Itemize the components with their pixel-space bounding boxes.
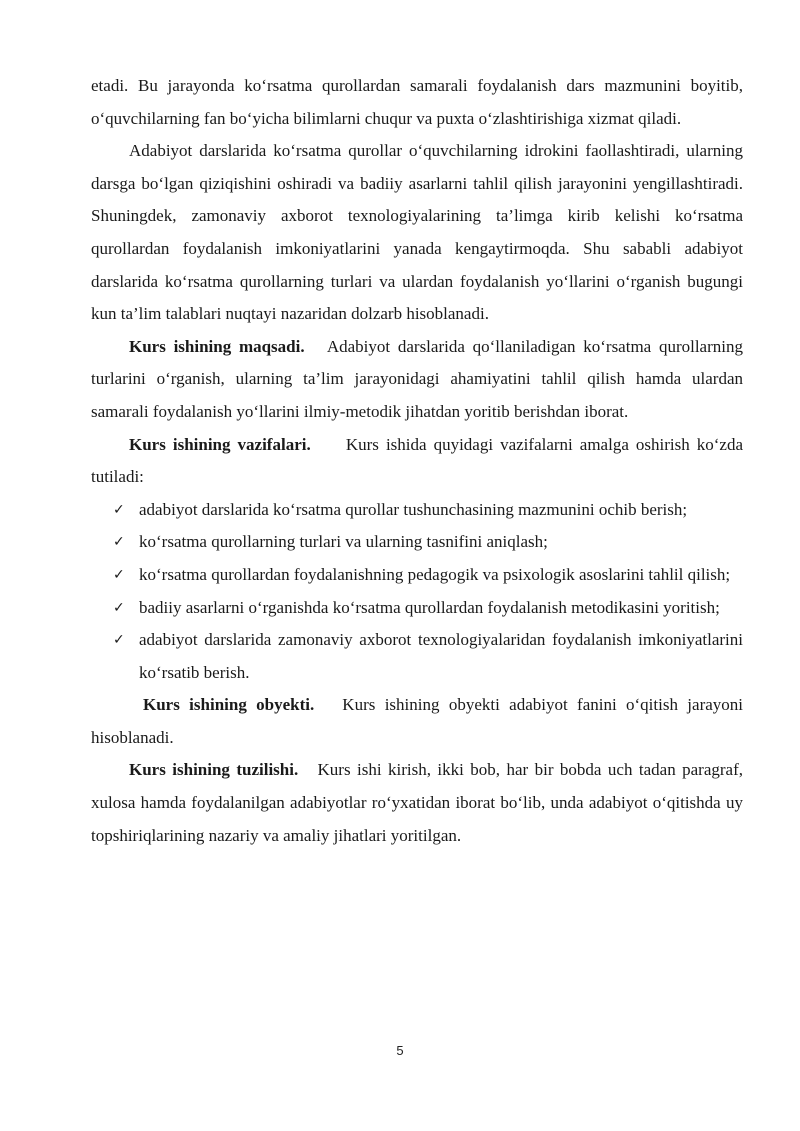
paragraph-intro-continuation: etadi. Bu jarayonda ko‘rsatma qurollardan samarali foydalanish dars mazmunini boyitib, o‘quvchilarning fan bo‘yicha bilimlarni chuqur va puxta o‘zlashtirishiga xizmat qiladi. (91, 76, 743, 128)
structure-heading: Kurs ishining tuzilishi. (129, 760, 299, 780)
section-object (91, 689, 743, 754)
goal-heading: Kurs ishining maqsadi. (129, 336, 305, 356)
section-structure (91, 754, 743, 852)
section-tasks (91, 429, 743, 494)
document-page (91, 70, 743, 852)
page-number: 5 (396, 1043, 404, 1058)
list-item: ✓ adabiyot darslarida ko‘rsatma qurollar tushunchasining mazmunini ochib berish; (91, 494, 743, 527)
section-goal (91, 331, 743, 429)
paragraph-relevance: Adabiyot darslarida ko‘rsatma qurollar o‘quvchilarning idrokini faollashtiradi, ularning darsga bo‘lgan qiziqishini oshiradi va badiiy asarlarni tahlil qilish jarayonini yengillashtiradi. Shuningdek, zamonaviy axborot texnologiyalarining ta’limga kirib kelishi ko‘rsatma qurollardan foydalanish imkoniyatlarini yanada kengaytirmoqda. Shu sababli adabiyot darslarida ko‘rsatma qurollarning turlari va ulardan foydalanish yo‘llarini o‘rganish bugungi kun ta’lim talablari nuqtayi nazaridan dolzarb hisoblanadi. (91, 141, 743, 324)
list-item: ✓ adabiyot darslarida zamonaviy axborot texnologiyalaridan foydalanish imkoniyatlarini ko‘rsatib berish. (91, 624, 743, 689)
tasks-intro-text: Kurs ishida quyidagi vazifalarni amalga oshirish ko‘zda tutiladi: (91, 434, 744, 487)
object-heading: Kurs ishining obyekti. (143, 695, 315, 715)
tasks-heading: Kurs ishining vazifalari. (129, 434, 311, 454)
structure-text: Kurs ishi kirish, ikki bob, har bir bobda uch tadan paragraf, xulosa hamda foydalanilgan adabiyotlar ro‘yxatidan iborat bo‘lib, unda adabiyot o‘qitishda uy topshiriqlarining nazariy va amaliy jihatlari yoritilgan. (91, 760, 743, 845)
list-item: ✓ ko‘rsatma qurollardan foydalanishning pedagogik va psixologik asoslarini tahlil qilish; (91, 559, 743, 592)
check-icon: ✓ (113, 534, 125, 551)
object-text: Kurs ishining obyekti adabiyot fanini o‘qitish jarayoni hisoblanadi. (91, 695, 744, 747)
check-icon: ✓ (113, 501, 125, 518)
goal-text: Adabiyot darslarida qo‘llaniladigan ko‘rsatma qurollarning turlarini o‘rganish, ularning ta’lim jarayonidagi ahamiyatini tahlil qilish hamda ulardan samarali foydalanish yo‘llarini ilmiy-metodik jihatdan yoritib berishdan iborat. (91, 336, 743, 421)
check-icon: ✓ (113, 632, 125, 649)
check-icon: ✓ (113, 599, 125, 616)
check-icon: ✓ (113, 566, 125, 583)
list-item: ✓ badiiy asarlarni o‘rganishda ko‘rsatma qurollardan foydalanish metodikasini yoritish; (91, 592, 743, 625)
list-item: ✓ ko‘rsatma qurollarning turlari va ularning tasnifini aniqlash; (91, 526, 743, 559)
tasks-list (91, 494, 743, 690)
